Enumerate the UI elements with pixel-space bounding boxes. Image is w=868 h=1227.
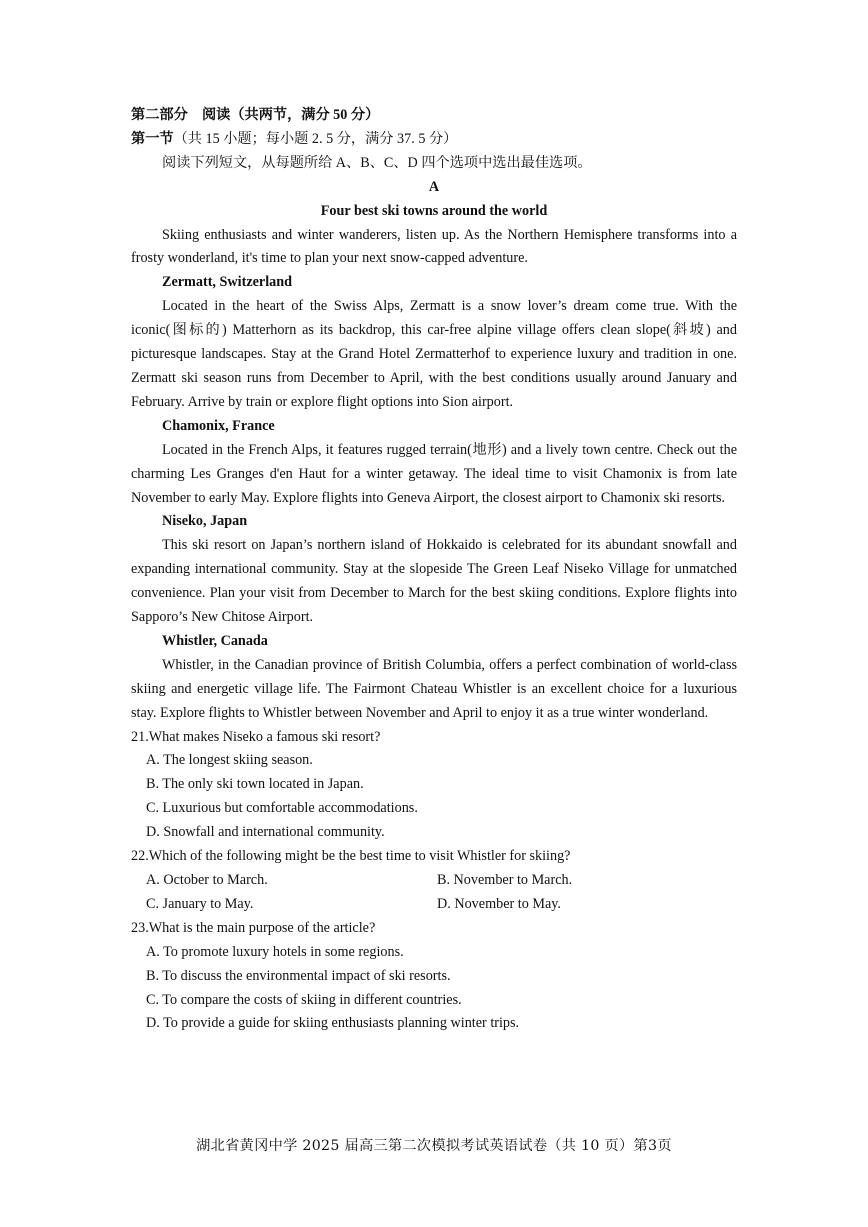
part-title: 第二部分 阅读（共两节，满分 50 分） xyxy=(131,107,380,123)
question-option: A. The longest skiing season. xyxy=(146,752,313,769)
page-footer: 湖北省黄冈中学 2025 届高三第二次模拟考试英语试卷（共 10 页）第3页 xyxy=(196,1138,672,1154)
question-23-stem: 23.What is the main purpose of the article? xyxy=(131,919,376,936)
question-option-row xyxy=(131,869,737,893)
question-option: D. To provide a guide for skiing enthusiasts planning winter trips. xyxy=(146,1015,520,1032)
question-option: B. To discuss the environmental impact of ski resorts. xyxy=(146,967,451,984)
town-heading: Niseko, Japan xyxy=(162,513,248,530)
town-paragraph: Located in the French Alps, it features rugged terrain(地形) and a lively town centre. Check out the charming Les Granges d'en Haut for a winter getaway. The ideal time to visit Chamonix is from late November to early May. Explore flights into Geneva Airport, the closest airport to Chamonix ski resorts. xyxy=(131,441,737,506)
passage-letter: A xyxy=(428,178,440,195)
question-option: C. To compare the costs of skiing in different countries. xyxy=(146,991,462,1008)
passage-title: Four best ski towns around the world xyxy=(320,202,548,219)
town-heading: Zermatt, Switzerland xyxy=(162,274,293,291)
question-22-stem: 22.Which of the following might be the best time to visit Whistler for skiing? xyxy=(131,848,571,865)
town-paragraph: Located in the heart of the Swiss Alps, Zermatt is a snow lover’s dream come true. With the iconic(图标的) Matterhorn as its backdrop, this car-free alpine village offers clean slope(斜坡) and picturesque landscapes. Stay at the Grand Hotel Zermatterhof to experience luxury and tradition in one. Zermatt ski season runs from December to April, with the best conditions usually around January and February. Arrive by train or explore flight options into Sion airport. xyxy=(131,298,737,410)
exam-page-content xyxy=(131,104,737,1036)
question-option: C. January to May. xyxy=(146,895,254,912)
section-note: （共 15 小题；每小题 2. 5 分，满分 37. 5 分） xyxy=(173,130,458,147)
question-option: B. November to March. xyxy=(437,872,573,888)
instruction: 阅读下列短文，从每题所给 A、B、C、D 四个选项中选出最佳选项。 xyxy=(162,154,592,171)
town-paragraph: Whistler, in the Canadian province of British Columbia, offers a perfect combination of world-class skiing and energetic village life. The Fairmont Chateau Whistler is an excellent choice for a luxurious stay. Explore flights to Whistler between November and April to enjoy it as a true winter wonderland. xyxy=(131,656,737,721)
question-option: C. Luxurious but comfortable accommodations. xyxy=(146,800,418,817)
question-option: D. November to May. xyxy=(437,895,561,912)
town-heading: Chamonix, France xyxy=(162,417,275,434)
question-21-stem: 21.What makes Niseko a famous ski resort? xyxy=(131,728,381,745)
passage-intro: Skiing enthusiasts and winter wanderers, listen up. As the Northern Hemisphere transforms into a frosty wonderland, it's time to plan your next snow-capped adventure. xyxy=(131,226,737,267)
town-heading: Whistler, Canada xyxy=(162,632,268,649)
town-paragraph: This ski resort on Japan’s northern island of Hokkaido is celebrated for its abundant snowfall and expanding international community. Stay at the slopeside The Green Leaf Niseko Village for unmatched convenience. Plan your visit from December to March for the best skiing conditions. Explore flights into Sapporo’s New Chitose Airport. xyxy=(131,537,737,626)
question-option: D. Snowfall and international community. xyxy=(146,824,385,841)
section-title: 第一节 xyxy=(131,130,174,147)
question-option-row xyxy=(131,893,737,917)
question-option: A. To promote luxury hotels in some regions. xyxy=(146,943,404,960)
section-header xyxy=(131,128,737,152)
question-option: A. October to March. xyxy=(146,872,268,888)
question-option: B. The only ski town located in Japan. xyxy=(146,776,364,793)
